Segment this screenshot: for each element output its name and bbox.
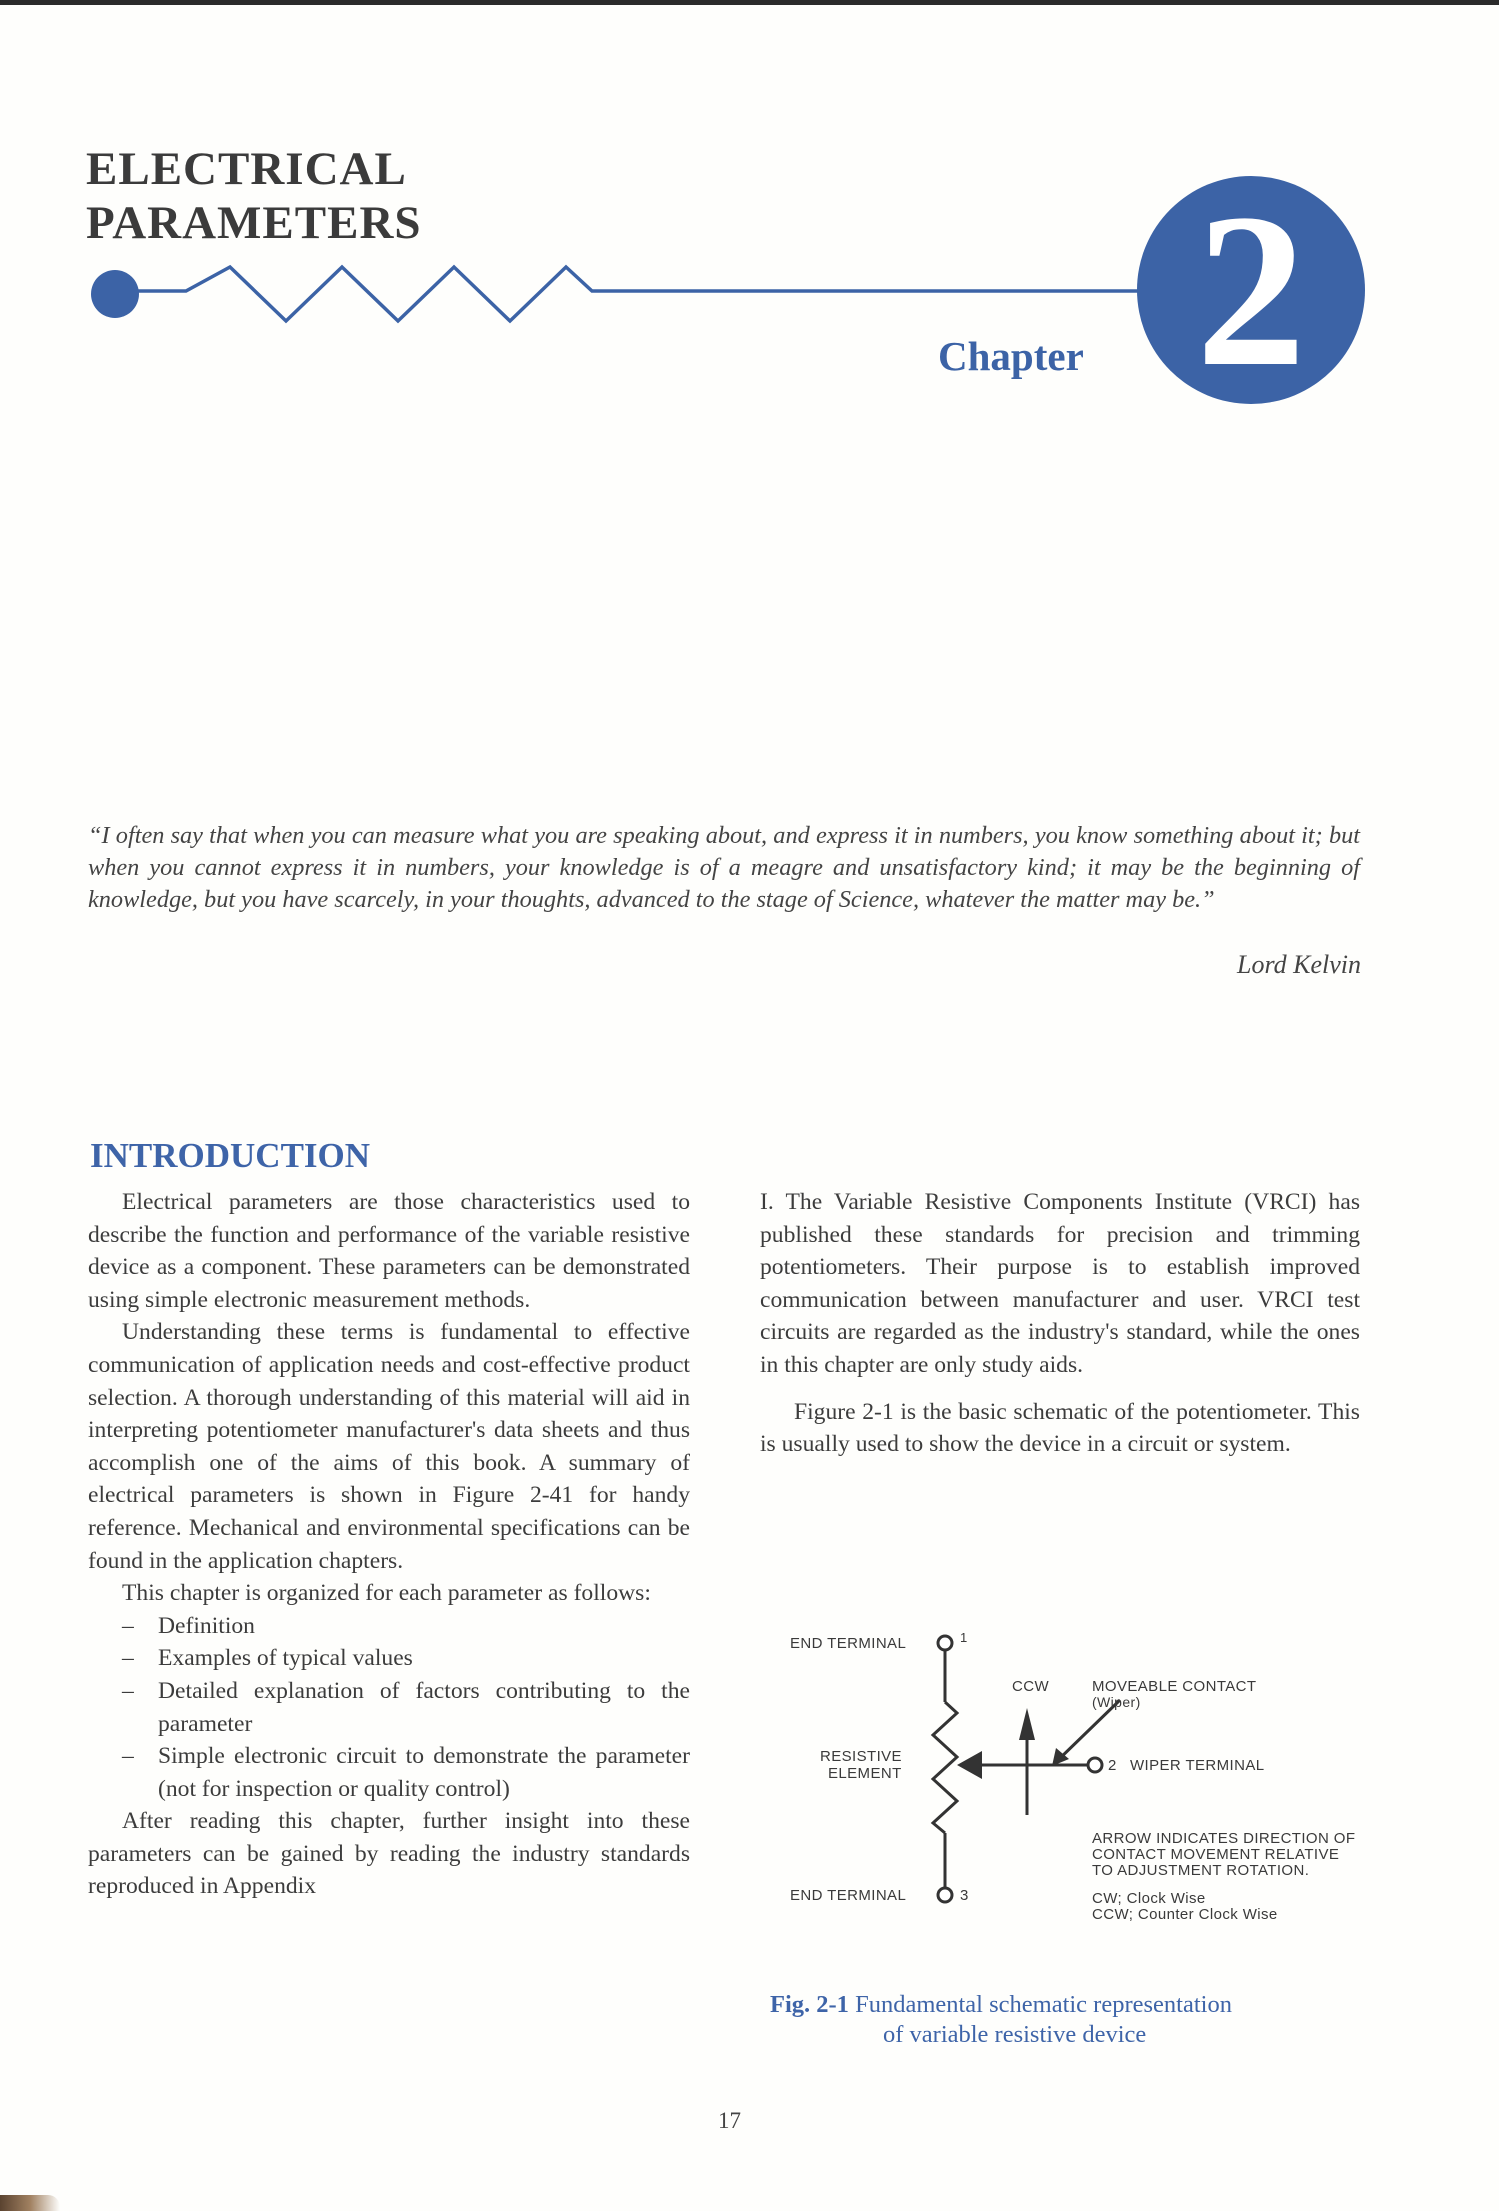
page-number: 17 [718, 2108, 741, 2133]
resistive-label: RESISTIVE [820, 1748, 902, 1765]
parameter-outline-list [88, 1610, 690, 1806]
potentiometer-schematic [770, 1620, 1390, 1960]
schematic-drawing [770, 1620, 1390, 1960]
terminal-1-icon [938, 1636, 952, 1650]
element-label: ELEMENT [828, 1765, 902, 1782]
end-terminal-top-label: END TERMINAL [790, 1635, 907, 1652]
figure-caption-line-2: of variable resistive device [883, 2021, 1147, 2048]
paragraph: Electrical parameters are those characteristics used to describe the function and performance of the variable resistive device as a component. These parameters can be demonstrated using simple electronic measurement methods. [88, 1189, 690, 1313]
terminal-3-icon [938, 1888, 952, 1902]
chapter-title-line-1: ELECTRICAL [86, 143, 407, 195]
list-item: – Definition [88, 1610, 690, 1643]
resistor-line-icon [91, 267, 1140, 321]
ccw-arrow-icon [1019, 1708, 1035, 1740]
figure-caption-label: Fig. 2-1 [770, 1991, 849, 2018]
note-line-2: CONTACT MOVEMENT RELATIVE [1092, 1846, 1340, 1863]
terminal-1-number: 1 [960, 1630, 968, 1645]
list-item: – Simple electronic circuit to demonstrate the parameter (not for inspection or quality control) [88, 1740, 690, 1805]
right-column [760, 1186, 1360, 1461]
paragraph: I. The Variable Resistive Components Institute (VRCI) has published these standards for precision and trimming potentiometers. Their purpose is to establish improved communication between manufacturer and user. VRCI test circuits are regarded as the industry's standard, while the ones in this chapter are only study aids. [760, 1189, 1360, 1378]
resistive-element-zigzag [933, 1702, 957, 1833]
ccw-definition: CCW; Counter Clock Wise [1092, 1906, 1278, 1923]
resistor-zigzag [137, 267, 1140, 321]
chapter-number: 2 [1196, 168, 1306, 412]
paragraph: Understanding these terms is fundamental to effective communication of application needs and cost-effective product selection. A thorough understanding of this material will aid in interpreting potentiometer manufacturer's data sheets and thus accomplish one of the aims of this book. A summary of electrical parameters is shown in Figure 2-41 for handy reference. Mechanical and environmental specifications can be found in the application chapters. [88, 1319, 690, 1574]
wiper-arrow-icon [957, 1751, 982, 1779]
figure-caption [770, 1990, 1370, 2050]
epigraph-quote: “I often say that when you can measure what you are speaking about, and express it in numbers, you know something about it; but when you cannot express it in numbers, your knowledge is of a meagre and unsatisfactory kind; it may be the beginning of knowledge, but you have scarcely, in your thoughts, advanced to the stage of Science, whatever the matter may be.” [88, 822, 1360, 913]
list-item: – Examples of typical values [88, 1642, 690, 1675]
terminal-2-number: 2 [1108, 1757, 1117, 1774]
resistor-dot [91, 270, 139, 318]
figure-caption-line-1: Fundamental schematic representation [855, 1991, 1232, 2018]
left-column [88, 1186, 690, 1903]
cw-definition: CW; Clock Wise [1092, 1890, 1206, 1907]
terminal-2-icon [1088, 1758, 1102, 1772]
scan-edge-corner [0, 2195, 60, 2211]
paragraph: This chapter is organized for each parameter as follows: [122, 1580, 651, 1607]
wiper-label: (Wiper) [1092, 1694, 1141, 1710]
moveable-contact-label: MOVEABLE CONTACT [1092, 1678, 1257, 1695]
epigraph-author: Lord Kelvin [1237, 950, 1361, 979]
list-item: – Detailed explanation of factors contributing to the parameter [88, 1675, 690, 1740]
paragraph: Figure 2-1 is the basic schematic of the potentiometer. This is usually used to show the device in a circuit or system. [760, 1398, 1360, 1458]
end-terminal-bottom-label: END TERMINAL [790, 1887, 907, 1904]
wiper-terminal-label: WIPER TERMINAL [1130, 1757, 1265, 1774]
terminal-3-number: 3 [960, 1887, 969, 1904]
paragraph: After reading this chapter, further insight into these parameters can be gained by reading the industry standards reproduced in Appendix [88, 1808, 690, 1900]
ccw-label: CCW [1012, 1678, 1050, 1695]
chapter-title-line-2: PARAMETERS [86, 197, 422, 249]
chapter-label: Chapter [938, 333, 1084, 379]
note-line-3: TO ADJUSTMENT ROTATION. [1092, 1862, 1310, 1879]
section-heading: INTRODUCTION [90, 1136, 371, 1175]
note-line-1: ARROW INDICATES DIRECTION OF [1092, 1830, 1356, 1847]
